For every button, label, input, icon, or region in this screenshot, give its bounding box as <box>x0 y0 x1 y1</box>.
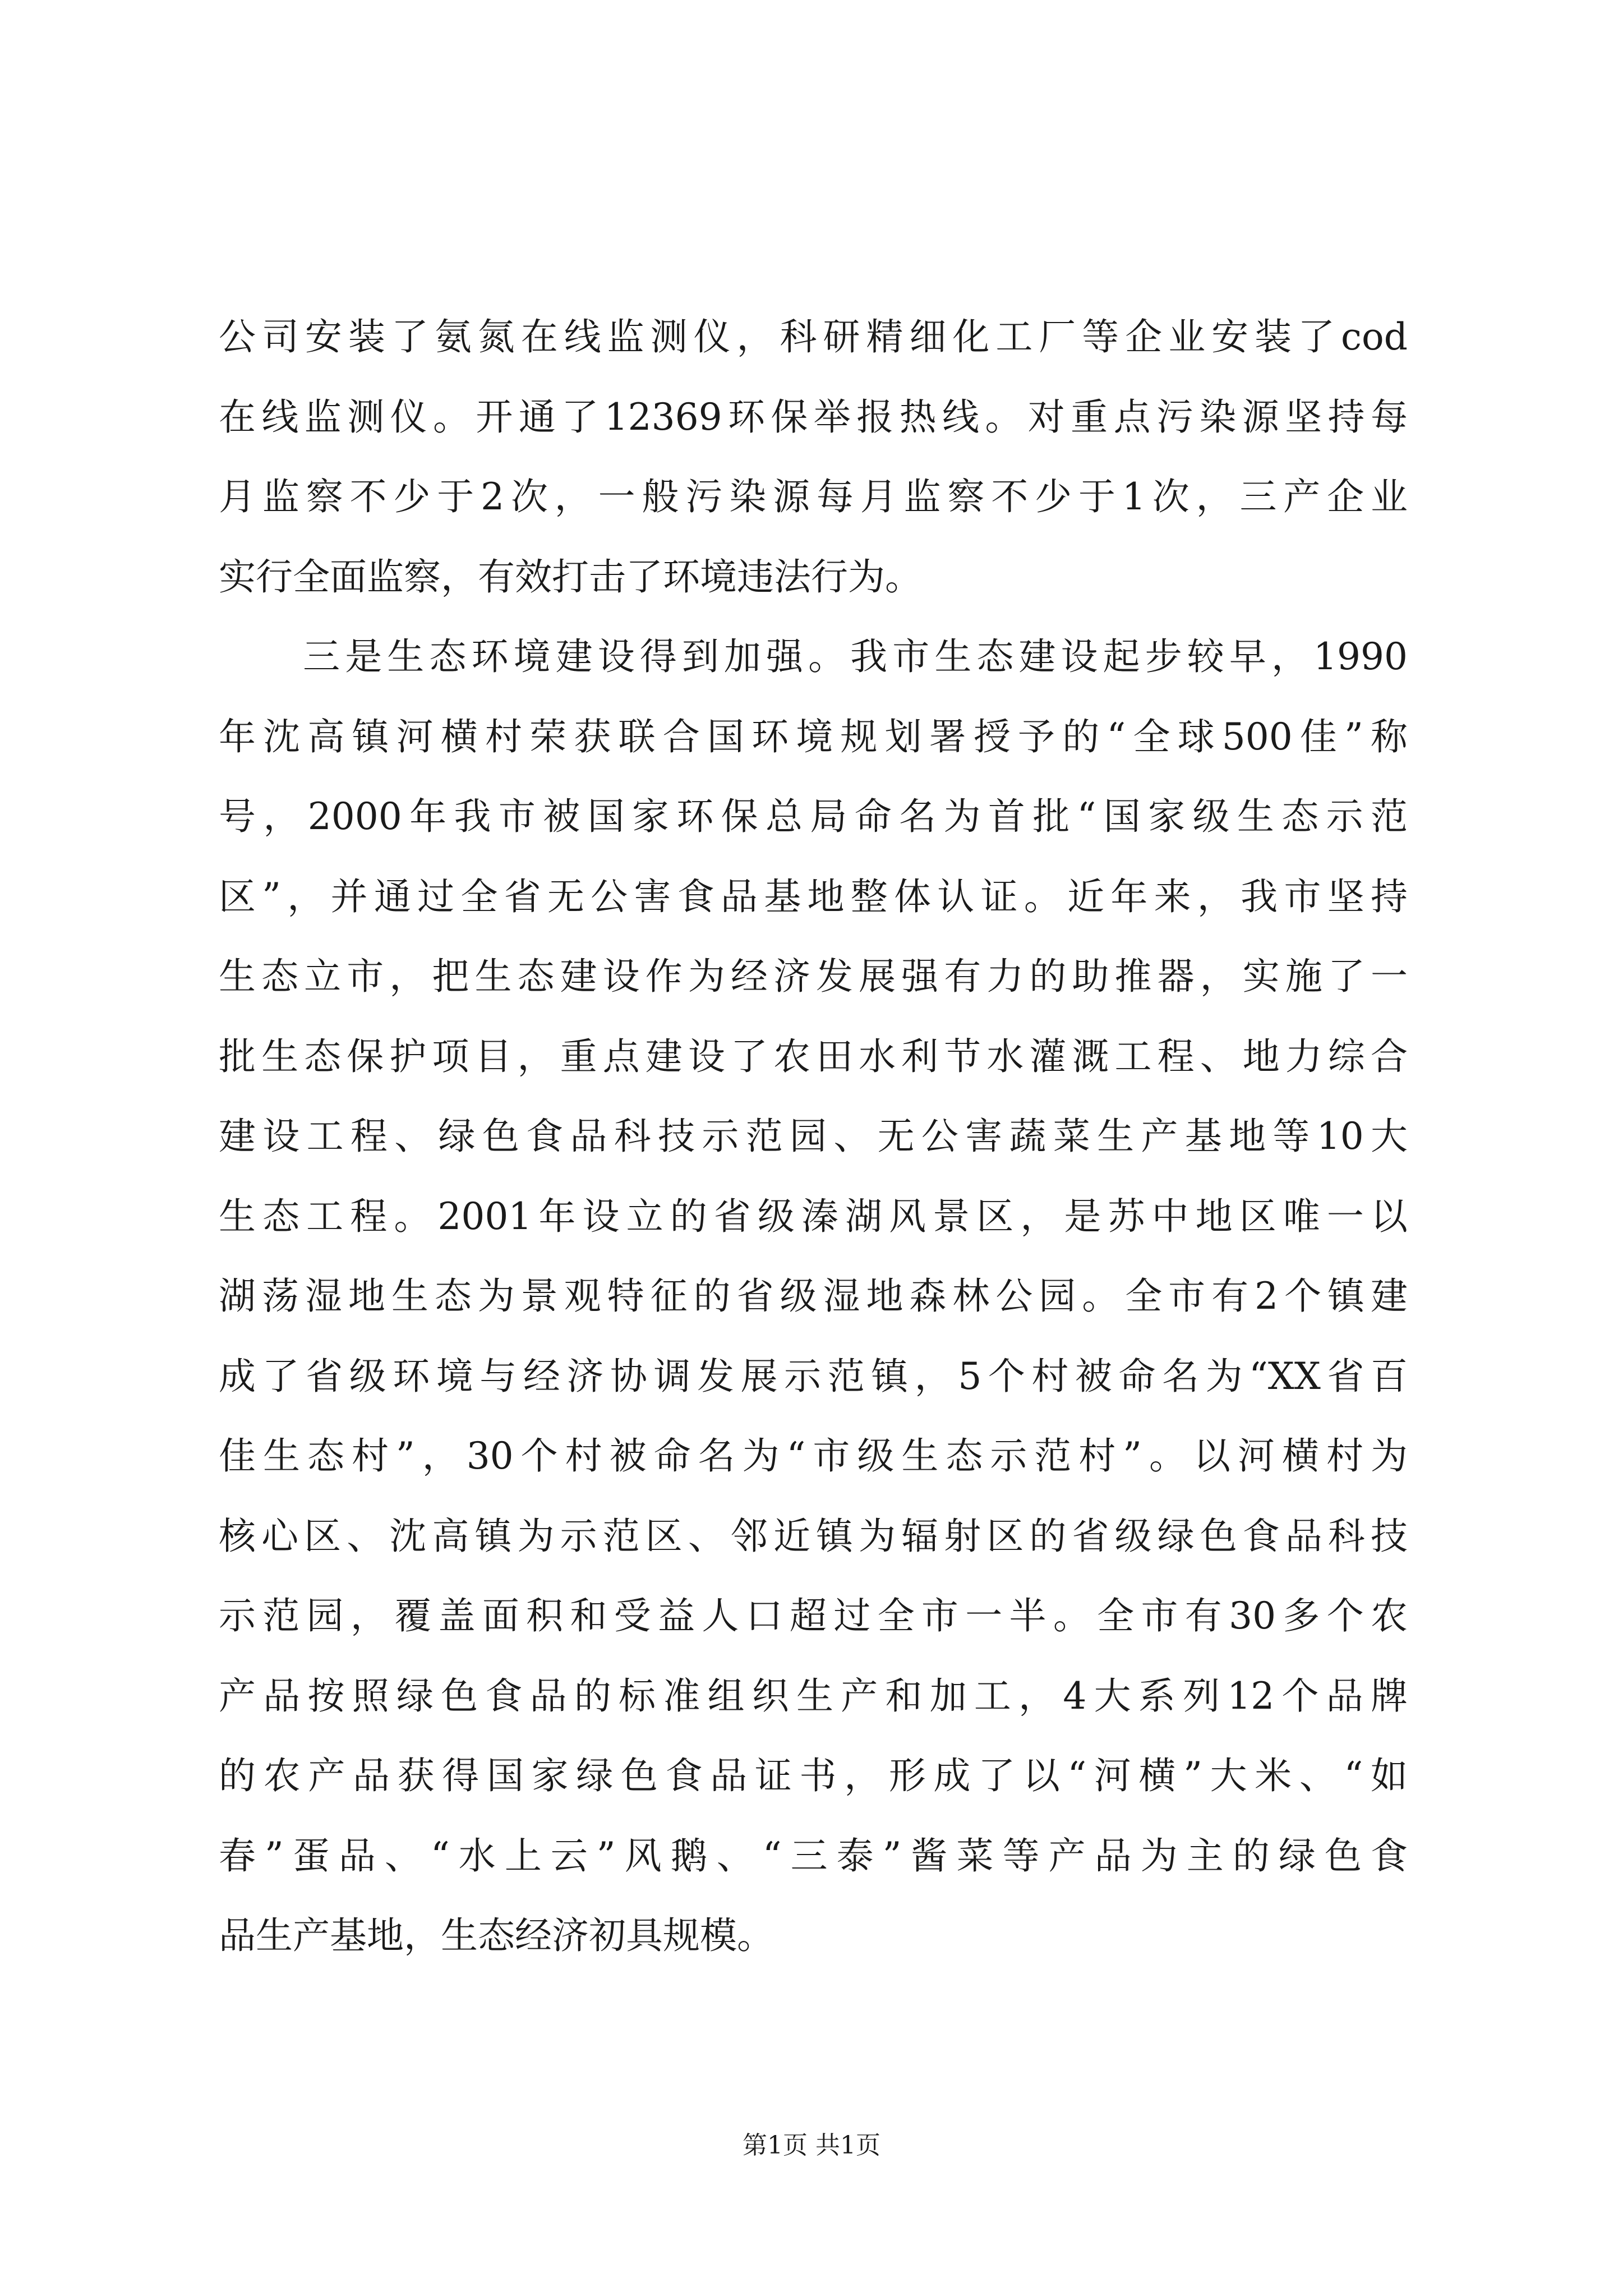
text-line: 生态工程。2001年设立的省级溱湖风景区，是苏中地区唯一以 <box>219 1194 1408 1238</box>
text-line: 核心区、沈高镇为示范区、邻近镇为辐射区的省级绿色食品科技 <box>219 1514 1408 1558</box>
text-line: 三是生态环境建设得到加强。我市生态建设起步较早，1990 <box>219 635 1408 678</box>
text-line: 公司安装了氨氮在线监测仪，科研精细化工厂等企业安装了cod <box>219 315 1408 358</box>
text-line: 生态立市，把生态建设作为经济发展强有力的助推器，实施了一 <box>219 955 1408 998</box>
text-line: 在线监测仪。开通了12369环保举报热线。对重点污染源坚持每 <box>219 395 1408 439</box>
text-line: 月监察不少于2次，一般污染源每月监察不少于1次，三产企业 <box>219 475 1408 518</box>
text-line: 实行全面监察，有效打击了环境违法行为。 <box>219 555 922 599</box>
text-line: 湖荡湿地生态为景观特征的省级湿地森林公园。全市有2个镇建 <box>219 1274 1408 1318</box>
text-line: 建设工程、绿色食品科技示范园、无公害蔬菜生产基地等10大 <box>219 1115 1408 1158</box>
text-line: 年沈高镇河横村荣获联合国环境规划署授予的“全球500佳”称 <box>219 715 1408 758</box>
body-text <box>219 297 1408 1976</box>
page-footer: 第1页 共1页 <box>743 2131 880 2160</box>
text-line: 示范园，覆盖面积和受益人口超过全市一半。全市有30多个农 <box>219 1594 1408 1637</box>
text-line: 号，2000年我市被国家环保总局命名为首批“国家级生态示范 <box>219 795 1408 838</box>
text-line: 成了省级环境与经济协调发展示范镇，5个村被命名为“XX省百 <box>219 1354 1408 1398</box>
text-line: 的农产品获得国家绿色食品证书，形成了以“河横”大米、“如 <box>219 1754 1408 1797</box>
text-line: 产品按照绿色食品的标准组织生产和加工，4大系列12个品牌 <box>219 1674 1408 1718</box>
text-line: 区”，并通过全省无公害食品基地整体认证。近年来，我市坚持 <box>219 875 1408 918</box>
text-line: 春”蛋品、“水上云”风鹅、“三泰”酱菜等产品为主的绿色食 <box>219 1834 1408 1878</box>
text-line: 佳生态村”，30个村被命名为“市级生态示范村”。以河横村为 <box>219 1434 1408 1478</box>
text-line: 品生产基地，生态经济初具规模。 <box>219 1914 774 1957</box>
text-line: 批生态保护项目，重点建设了农田水利节水灌溉工程、地力综合 <box>219 1034 1408 1078</box>
